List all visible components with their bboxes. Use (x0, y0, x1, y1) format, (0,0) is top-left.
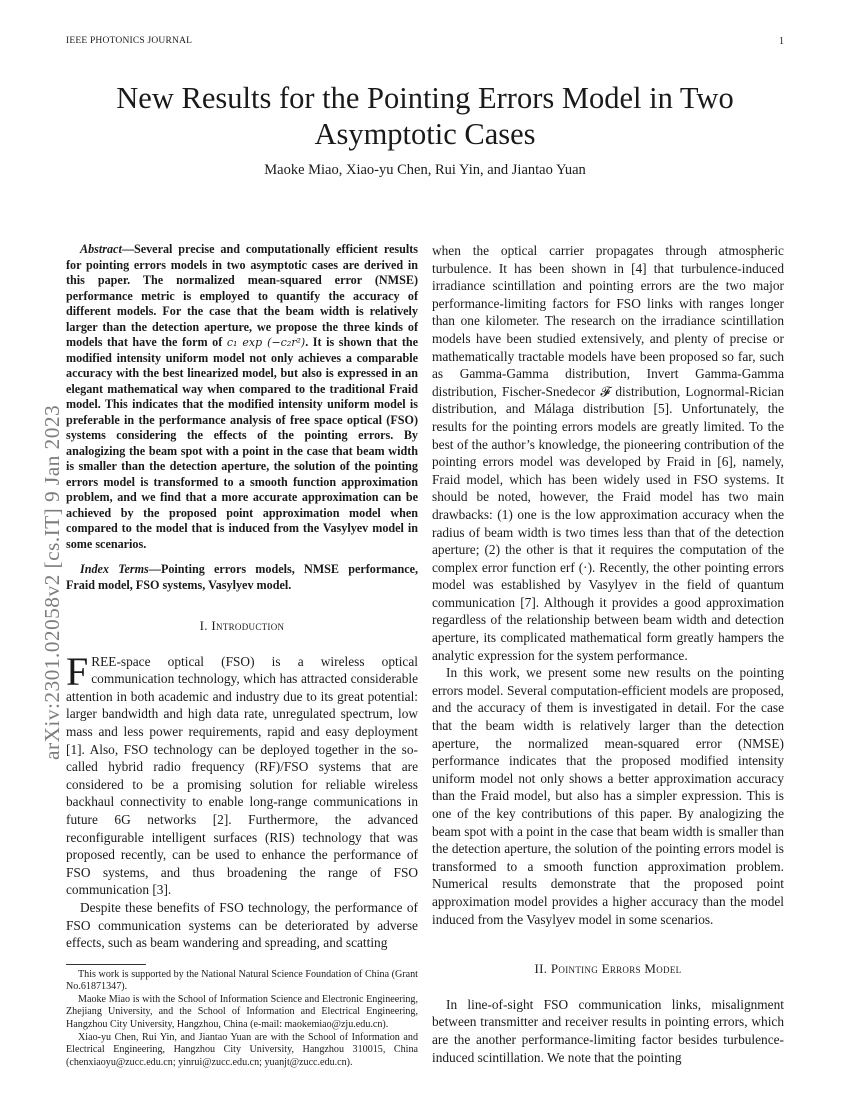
section-heading-pointing-errors: II. Pointing Errors Model (534, 961, 682, 977)
index-terms-text: —Pointing errors models, NMSE performance, Fraid model, FSO systems, Vasylyev model. (66, 562, 419, 592)
footnote-affiliation-2: Xiao-yu Chen, Rui Yin, and Jiantao Yuan are with the School of Information and Electrical Engineering, Hangzhou City University, Hangzhou 310015, China (chenxiaoyu@zucc.edu.cn; yinrui@zucc.edu.cn; yuanjt@zucc.edu.cn). (66, 1031, 418, 1068)
abstract-label: Abstract (80, 242, 122, 256)
intro-paragraph-1 (66, 648, 418, 899)
right-column (432, 242, 784, 1066)
intro-paragraph-1-text: REE-space optical (FSO) is a wireless optical communication technology, which has attracted considerable attention in both academic and industry due to its great potential: larger bandwidth and high data rate, unregulated spectrum, low mass and less power requirements, rapid and easy deployment [1]. Also, FSO technology can be deployed together in the so-called hybrid radio frequency (RF)/FSO systems that are considered to be a promising solution for reliable wireless backhaul connectivity to enable long-range communications in future 6G networks [2]. Furthermore, the advanced reconfigurable intelligent surfaces (RIS) technology that was proposed recently, can be used to enhance the performance of FSO systems, and thus broadening the range of FSO communication [3]. (66, 653, 418, 898)
left-column (66, 242, 418, 1069)
journal-header: IEEE PHOTONICS JOURNAL (66, 36, 193, 46)
author-list: Maoke Miao, Xiao-yu Chen, Rui Yin, and Jiantao Yuan (264, 162, 586, 178)
arxiv-sidebar-stamp: arXiv:2301.02058v2 [cs.IT] 9 Jan 2023 (40, 404, 64, 760)
intro-paragraph-3: In this work, we present some new results on the pointing errors model. Several computation-efficient models are proposed, and the accuracy of them is investigated in detail. For the case that the beam width is relatively larger than the detection aperture, the normalized mean-squared error (NMSE) performance indicates that the proposed modified intensity uniform model not only shows a better approximation accuracy than the Fraid model, but also has a simpler expression. This is one of the key contributions of this paper. By analogizing the beam spot with a point in the case that beam width is smaller than the detection aperture, the solution of the pointing errors model is transformed to a smooth function approximation problem. Numerical results demonstrate that the proposed point approximation model provides a higher accuracy than the model induced from the Vasylyev model in some scenarios. (432, 665, 784, 927)
abstract-text-part2: . It is shown that the modified intensity uniform model not only achieves a comparable accuracy with the best linearized model, but also is expressed in an elegant mathematical way when compared to the traditional Fraid model. This indicates that the modified intensity uniform model is preferable in the performance analysis of free space optical (FSO) systems considering the effects of the pointing errors. By analogizing the beam spot with a point in the case that beam width is smaller than the detection aperture, the solution of the pointing errors model is transformed to a smooth function approximation problem, and we find that a more accurate approximation can be achieved by the proposed point approximation model when compared to the model that is induced from the Vasylyev model in some scenarios. (66, 335, 418, 551)
footnote-affiliation-1: Maoke Miao is with the School of Information Science and Electronic Engineering, Zhejiang University, and the School of Information and Electrical Engineering, Hangzhou City University, Hangzhou, China (e-mail: maokemiao@zju.edu.cn). (66, 993, 418, 1031)
section-heading-introduction: I. Introduction (199, 618, 285, 633)
page-number: 1 (779, 36, 784, 47)
paper-title: New Results for the Pointing Errors Model in Two Asymptotic Cases (116, 81, 734, 151)
footnotes (66, 969, 418, 1070)
intro-paragraph-2: Despite these benefits of FSO technology, the performance of FSO communication systems can be deteriorated by adverse effects, such as beam wandering and spreading, and scatting (66, 899, 418, 951)
index-terms-label: Index Terms (80, 562, 149, 576)
footnote-funding: This work is supported by the National Natural Science Foundation of China (Grant No.61871347). (66, 968, 418, 993)
footnote-divider (66, 964, 146, 965)
abstract-formula: c₁ exp (−c₂r²) (226, 336, 306, 349)
abstract (66, 242, 418, 552)
dropcap-letter: F (66, 648, 89, 694)
pointing-errors-paragraph-1: In line-of-sight FSO communication links, misalignment between transmitter and receiver results in pointing errors, which are the another performance-limiting factor besides turbulence-induced scintillation. We note that the pointing (432, 996, 784, 1065)
intro-paragraph-2-continued: when the optical carrier propagates through atmospheric turbulence. It has been shown in [4] that turbulence-induced irradiance scintillation and pointing errors are the two major performance-limiting factors for FSO links with ranges longer than one kilometer. The research on the irradiance scintillation models have been studied extensively, and plenty of precise or mathematically tractable models have been proposed so far, such as Gamma-Gamma distribution, Invert Gamma-Gamma distribution, Fischer-Snedecor 𝓕 distribution, Lognormal-Rician distribution, and Málaga distribution [5]. Unfortunately, the results for the pointing errors models are greatly limited. To the best of the author’s knowledge, the pioneering contribution of the pointing errors model was developed by Fraid in [6], namely, Fraid model, which has been widely used in FSO systems. It should be noted, however, the Fraid model has two main drawbacks: (1) one is the low approximation accuracy when the radius of beam width is two times less than that of the detection aperture; (2) the other is that it requires the computation of the complex error function erf (·). Recently, the other pointing errors model was established by Vasylyev in the field of quantum communication [7]. Although it provides a good approximation regardless of the relationship between beam width and detection aperture, its complicated mathematical form greatly hampers the analytic expression for the system performance. (432, 243, 784, 663)
abstract-text-part1: —Several precise and computationally efficient results for pointing errors models in two asymptotic cases are derived in this paper. The normalized mean-squared error (NMSE) performance metric is employed to quantify the accuracy of different models. For the case that the beam width is relatively larger than the detection aperture, we propose the three kinds of models that have the form of (66, 242, 418, 349)
index-terms (66, 562, 418, 593)
